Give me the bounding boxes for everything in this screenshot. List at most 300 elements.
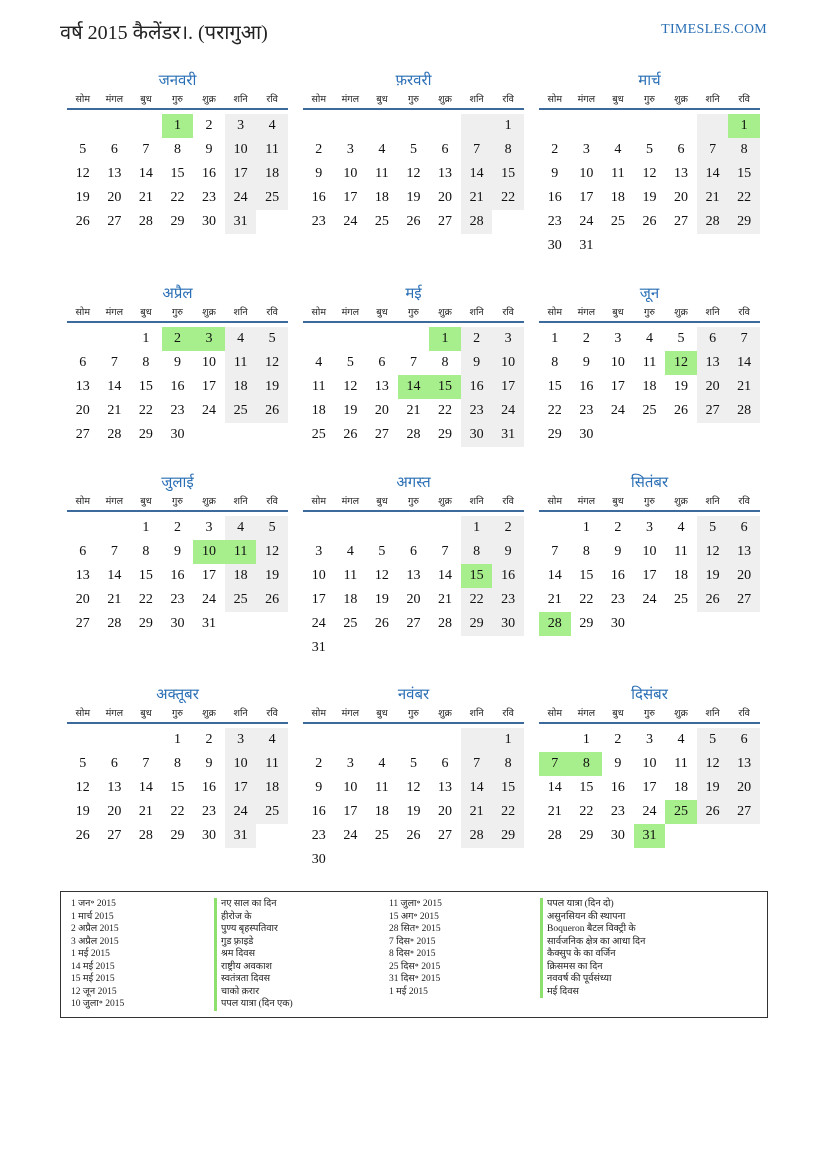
weekday-header <box>303 706 524 724</box>
weekday-label: शनि <box>705 307 720 318</box>
day-cell: 8 <box>551 355 559 370</box>
day-cell: 1 <box>551 331 559 346</box>
day-cell: 9 <box>173 355 181 370</box>
weekday-label: मंगल <box>341 708 360 719</box>
day-cell: 21 <box>461 800 493 824</box>
day-cell: 20 <box>75 403 90 418</box>
day-cell: 8 <box>492 138 524 162</box>
day-cell: 9 <box>205 756 213 771</box>
empty-cell <box>634 114 666 138</box>
day-cell: 21 <box>547 592 562 607</box>
day-cell: 25 <box>256 186 288 210</box>
day-cell: 13 <box>107 166 122 181</box>
day-cell: 4 <box>614 142 622 157</box>
holiday-name: क्रिसमस का दिन <box>540 961 645 974</box>
day-cell: 5 <box>677 331 685 346</box>
empty-cell <box>602 114 634 138</box>
day-cell: 9 <box>614 544 622 559</box>
day-cell: 2 <box>614 732 622 747</box>
day-cell: 7 <box>441 544 449 559</box>
holiday-day-cell: 25 <box>665 800 697 824</box>
day-cell: 29 <box>438 427 453 442</box>
day-cell: 20 <box>697 375 729 399</box>
empty-cell <box>366 728 398 752</box>
day-cell: 7 <box>110 355 118 370</box>
empty-cell <box>539 114 571 138</box>
weekday-label: बुध <box>140 496 152 507</box>
empty-cell <box>303 728 335 752</box>
day-cell: 15 <box>579 568 594 583</box>
month-title: अक्तूबर <box>156 687 199 703</box>
month-block <box>303 472 524 660</box>
empty-cell <box>366 516 398 540</box>
day-cell: 25 <box>256 800 288 824</box>
day-cell: 22 <box>461 588 493 612</box>
day-cell: 16 <box>461 375 493 399</box>
day-cell: 31 <box>202 616 217 631</box>
day-cell: 16 <box>311 804 326 819</box>
day-cell: 21 <box>107 403 122 418</box>
holiday-day-cell: 14 <box>398 375 430 399</box>
day-cell: 10 <box>202 355 217 370</box>
weekday-label: गुरु <box>407 307 419 318</box>
day-cell: 27 <box>374 427 389 442</box>
day-cell: 20 <box>438 804 453 819</box>
empty-cell <box>539 516 571 540</box>
day-cell: 5 <box>697 728 729 752</box>
holiday-names-col-1 <box>214 898 293 1011</box>
holiday-name: सार्वजनिक क्षेत्र का आधा दिन <box>540 936 645 949</box>
day-cell: 1 <box>492 114 524 138</box>
empty-cell <box>366 327 398 351</box>
month-block <box>67 70 288 234</box>
day-cell: 24 <box>579 214 594 229</box>
day-cell: 12 <box>75 780 90 795</box>
weekday-label: शनि <box>469 496 484 507</box>
holiday-day-cell: 11 <box>225 540 257 564</box>
day-cell: 8 <box>582 544 590 559</box>
day-cell: 14 <box>438 568 453 583</box>
day-cell: 29 <box>492 824 524 848</box>
weekday-label: गुरु <box>643 708 655 719</box>
day-cell: 28 <box>138 214 153 229</box>
day-cell: 9 <box>315 166 323 181</box>
holiday-day-cell: 28 <box>539 612 571 636</box>
weekday-label: बुध <box>376 496 388 507</box>
day-cell: 22 <box>492 800 524 824</box>
weekday-header <box>303 494 524 512</box>
day-cell: 19 <box>374 592 389 607</box>
day-cell: 8 <box>173 756 181 771</box>
day-cell: 8 <box>142 544 150 559</box>
holiday-date: 2 अप्रैल 2015 <box>71 924 119 934</box>
day-cell: 1 <box>582 732 590 747</box>
weekday-label: मंगल <box>577 307 596 318</box>
weekday-label: शुक्र <box>438 307 452 318</box>
day-cell: 16 <box>610 568 625 583</box>
weekday-label: मंगल <box>341 307 360 318</box>
holiday-day-cell: 1 <box>429 327 461 351</box>
day-cell: 19 <box>697 776 729 800</box>
day-cell: 5 <box>378 544 386 559</box>
day-cell: 15 <box>170 166 185 181</box>
day-cell: 27 <box>674 214 689 229</box>
day-cell: 21 <box>697 186 729 210</box>
day-cell: 27 <box>107 214 122 229</box>
holiday-date: 15 मई 2015 <box>71 974 115 984</box>
month-block <box>67 283 288 447</box>
day-cell: 5 <box>409 142 417 157</box>
day-cell: 28 <box>438 616 453 631</box>
day-cell: 5 <box>697 516 729 540</box>
day-cell: 10 <box>579 166 594 181</box>
day-cell: 15 <box>492 162 524 186</box>
weekday-label: बुध <box>140 94 152 105</box>
empty-cell <box>398 114 430 138</box>
day-cell: 7 <box>728 327 760 351</box>
weekday-label: गुरु <box>171 496 183 507</box>
empty-cell <box>398 728 430 752</box>
day-cell: 21 <box>547 804 562 819</box>
weekday-label: रवि <box>738 94 750 105</box>
day-cell: 22 <box>728 186 760 210</box>
day-cell: 23 <box>311 828 326 843</box>
day-cell: 19 <box>406 190 421 205</box>
day-cell: 21 <box>107 592 122 607</box>
day-cell: 6 <box>441 142 449 157</box>
day-cell: 26 <box>674 403 689 418</box>
day-cell: 10 <box>225 752 257 776</box>
day-cell: 26 <box>406 214 421 229</box>
weekday-label: सोम <box>547 307 563 318</box>
weekday-label: गुरु <box>171 708 183 719</box>
holiday-list <box>60 891 768 1018</box>
day-cell: 7 <box>461 752 493 776</box>
day-cell: 17 <box>343 190 358 205</box>
empty-cell <box>99 114 131 138</box>
month-block <box>303 684 524 872</box>
day-cell: 23 <box>579 403 594 418</box>
day-cell: 22 <box>547 403 562 418</box>
weekday-label: शनि <box>469 708 484 719</box>
day-cell: 14 <box>728 351 760 375</box>
day-cell: 18 <box>674 568 689 583</box>
weekday-header <box>303 305 524 323</box>
day-cell: 2 <box>315 756 323 771</box>
day-cell: 2 <box>461 327 493 351</box>
day-cell: 13 <box>438 166 453 181</box>
day-cell: 4 <box>256 728 288 752</box>
day-cell: 27 <box>438 214 453 229</box>
holiday-date: 10 जुला॰ 2015 <box>71 999 125 1009</box>
day-cell: 12 <box>406 166 421 181</box>
weekday-label: शुक्र <box>674 307 688 318</box>
day-cell: 29 <box>579 616 594 631</box>
weekday-label: मंगल <box>577 496 596 507</box>
day-cell: 13 <box>374 379 389 394</box>
weekday-label: सोम <box>75 708 91 719</box>
day-cell: 1 <box>492 728 524 752</box>
weekday-label: बुध <box>376 307 388 318</box>
empty-cell <box>429 516 461 540</box>
empty-cell <box>130 728 162 752</box>
holiday-day-cell: 15 <box>429 375 461 399</box>
weekday-label: सोम <box>311 496 327 507</box>
day-cell: 2 <box>614 520 622 535</box>
day-cell: 6 <box>441 756 449 771</box>
weekday-label: शुक्र <box>202 307 216 318</box>
empty-cell <box>303 114 335 138</box>
day-cell: 1 <box>173 732 181 747</box>
day-cell: 17 <box>642 780 657 795</box>
day-cell: 3 <box>225 114 257 138</box>
day-cell: 3 <box>225 728 257 752</box>
holiday-date: 28 सित॰ 2015 <box>389 924 441 934</box>
weekday-label: शनि <box>233 708 248 719</box>
weekday-label: शनि <box>233 94 248 105</box>
day-cell: 22 <box>170 190 185 205</box>
day-cell: 14 <box>138 166 153 181</box>
day-cell: 31 <box>311 640 326 655</box>
day-cell: 19 <box>343 403 358 418</box>
days-grid <box>67 114 288 234</box>
weekday-label: रवि <box>502 307 514 318</box>
day-cell: 6 <box>728 728 760 752</box>
day-cell: 30 <box>579 427 594 442</box>
days-grid <box>303 327 524 447</box>
day-cell: 30 <box>547 238 562 253</box>
day-cell: 25 <box>343 616 358 631</box>
day-cell: 3 <box>582 142 590 157</box>
day-cell: 3 <box>645 520 653 535</box>
day-cell: 17 <box>202 568 217 583</box>
holiday-name: हीरोज के <box>214 911 293 924</box>
empty-cell <box>335 516 367 540</box>
day-cell: 19 <box>697 564 729 588</box>
day-cell: 5 <box>645 142 653 157</box>
day-cell: 13 <box>728 752 760 776</box>
day-cell: 26 <box>374 616 389 631</box>
empty-cell <box>697 114 729 138</box>
day-cell: 7 <box>461 138 493 162</box>
day-cell: 26 <box>642 214 657 229</box>
weekday-label: रवि <box>738 307 750 318</box>
day-cell: 19 <box>642 190 657 205</box>
day-cell: 25 <box>225 399 257 423</box>
day-cell: 4 <box>378 142 386 157</box>
weekday-label: बुध <box>612 708 624 719</box>
day-cell: 22 <box>438 403 453 418</box>
empty-cell <box>429 728 461 752</box>
day-cell: 22 <box>579 592 594 607</box>
day-cell: 22 <box>138 592 153 607</box>
day-cell: 23 <box>461 399 493 423</box>
holiday-day-cell: 15 <box>461 564 493 588</box>
holiday-date: 1 मार्च 2015 <box>71 911 114 922</box>
holiday-date: 7 दिस॰ 2015 <box>389 936 436 947</box>
day-cell: 6 <box>677 142 685 157</box>
day-cell: 5 <box>346 355 354 370</box>
weekday-label: सोम <box>547 94 563 105</box>
day-cell: 16 <box>202 166 217 181</box>
day-cell: 24 <box>492 399 524 423</box>
day-cell: 19 <box>75 804 90 819</box>
day-cell: 11 <box>225 351 257 375</box>
weekday-label: गुरु <box>171 94 183 105</box>
weekday-label: सोम <box>75 94 91 105</box>
weekday-label: रवि <box>266 307 278 318</box>
day-cell: 21 <box>138 190 153 205</box>
weekday-label: बुध <box>376 708 388 719</box>
day-cell: 4 <box>225 516 257 540</box>
weekday-label: सोम <box>75 496 91 507</box>
days-grid <box>67 327 288 447</box>
weekday-label: शुक्र <box>674 496 688 507</box>
day-cell: 14 <box>138 780 153 795</box>
weekday-label: शनि <box>233 496 248 507</box>
day-cell: 18 <box>311 403 326 418</box>
day-cell: 7 <box>110 544 118 559</box>
days-grid <box>67 516 288 636</box>
day-cell: 24 <box>202 403 217 418</box>
day-cell: 8 <box>492 752 524 776</box>
day-cell: 3 <box>492 327 524 351</box>
day-cell: 12 <box>406 780 421 795</box>
day-cell: 16 <box>492 564 524 588</box>
day-cell: 17 <box>343 804 358 819</box>
day-cell: 18 <box>225 375 257 399</box>
day-cell: 25 <box>374 828 389 843</box>
weekday-label: रवि <box>266 496 278 507</box>
empty-cell <box>67 114 99 138</box>
month-title: अप्रैल <box>162 286 193 302</box>
day-cell: 28 <box>547 828 562 843</box>
day-cell: 5 <box>79 142 87 157</box>
month-block <box>539 472 760 636</box>
day-cell: 7 <box>142 142 150 157</box>
holiday-day-cell: 12 <box>665 351 697 375</box>
weekday-label: रवि <box>502 708 514 719</box>
day-cell: 11 <box>312 379 326 394</box>
day-cell: 18 <box>374 190 389 205</box>
weekday-label: शुक्र <box>202 496 216 507</box>
day-cell: 13 <box>75 379 90 394</box>
day-cell: 4 <box>225 327 257 351</box>
day-cell: 12 <box>642 166 657 181</box>
day-cell: 29 <box>138 427 153 442</box>
day-cell: 24 <box>225 186 257 210</box>
day-cell: 10 <box>343 166 358 181</box>
day-cell: 15 <box>138 379 153 394</box>
empty-cell <box>67 327 99 351</box>
day-cell: 1 <box>582 520 590 535</box>
day-cell: 26 <box>256 588 288 612</box>
day-cell: 29 <box>728 210 760 234</box>
day-cell: 30 <box>492 612 524 636</box>
holiday-name: राष्ट्रीय अवकाश <box>214 961 293 974</box>
month-block <box>67 684 288 848</box>
holiday-date: 1 मई 2015 <box>71 949 110 959</box>
day-cell: 2 <box>173 520 181 535</box>
day-cell: 30 <box>202 828 217 843</box>
weekday-label: गुरु <box>643 307 655 318</box>
day-cell: 28 <box>138 828 153 843</box>
day-cell: 19 <box>406 804 421 819</box>
empty-cell <box>461 728 493 752</box>
day-cell: 21 <box>138 804 153 819</box>
day-cell: 23 <box>547 214 562 229</box>
day-cell: 6 <box>409 544 417 559</box>
day-cell: 11 <box>375 780 389 795</box>
day-cell: 24 <box>610 403 625 418</box>
day-cell: 12 <box>697 540 729 564</box>
holiday-date: 15 अग॰ 2015 <box>389 911 439 922</box>
day-cell: 27 <box>728 588 760 612</box>
day-cell: 16 <box>610 780 625 795</box>
weekday-label: गुरु <box>407 94 419 105</box>
day-cell: 25 <box>674 592 689 607</box>
day-cell: 4 <box>378 756 386 771</box>
day-cell: 28 <box>107 616 122 631</box>
day-cell: 26 <box>75 214 90 229</box>
day-cell: 6 <box>697 327 729 351</box>
day-cell: 23 <box>170 592 185 607</box>
empty-cell <box>303 516 335 540</box>
day-cell: 17 <box>492 375 524 399</box>
day-cell: 10 <box>642 756 657 771</box>
day-cell: 22 <box>170 804 185 819</box>
empty-cell <box>461 114 493 138</box>
day-cell: 20 <box>406 592 421 607</box>
day-cell: 9 <box>551 166 559 181</box>
day-cell: 22 <box>138 403 153 418</box>
day-cell: 3 <box>315 544 323 559</box>
day-cell: 14 <box>461 162 493 186</box>
days-grid <box>67 728 288 848</box>
day-cell: 23 <box>492 588 524 612</box>
day-cell: 1 <box>142 520 150 535</box>
holiday-date: 12 जून 2015 <box>71 986 117 997</box>
day-cell: 10 <box>642 544 657 559</box>
weekday-label: गुरु <box>171 307 183 318</box>
month-title: सितंबर <box>630 475 669 491</box>
day-cell: 4 <box>677 732 685 747</box>
empty-cell <box>398 327 430 351</box>
holiday-date: 11 जुला॰ 2015 <box>389 899 442 909</box>
weekday-label: मंगल <box>341 496 360 507</box>
day-cell: 24 <box>311 616 326 631</box>
month-block <box>539 70 760 258</box>
days-grid <box>303 728 524 872</box>
day-cell: 26 <box>406 828 421 843</box>
holiday-date: 8 दिस॰ 2015 <box>389 949 436 959</box>
month-title: नवंबर <box>397 687 430 703</box>
day-cell: 15 <box>547 379 562 394</box>
day-cell: 28 <box>107 427 122 442</box>
day-cell: 2 <box>205 732 213 747</box>
weekday-label: बुध <box>612 307 624 318</box>
holiday-name: पपल यात्रा (दिन दो) <box>540 898 645 911</box>
weekday-label: रवि <box>738 496 750 507</box>
site-link[interactable]: TIMESLES.COM <box>661 22 767 37</box>
holiday-date: 14 मई 2015 <box>71 961 115 972</box>
day-cell: 1 <box>461 516 493 540</box>
day-cell: 13 <box>107 780 122 795</box>
holiday-day-cell: 10 <box>193 540 225 564</box>
days-grid <box>303 114 524 234</box>
day-cell: 30 <box>170 616 185 631</box>
weekday-label: रवि <box>266 708 278 719</box>
